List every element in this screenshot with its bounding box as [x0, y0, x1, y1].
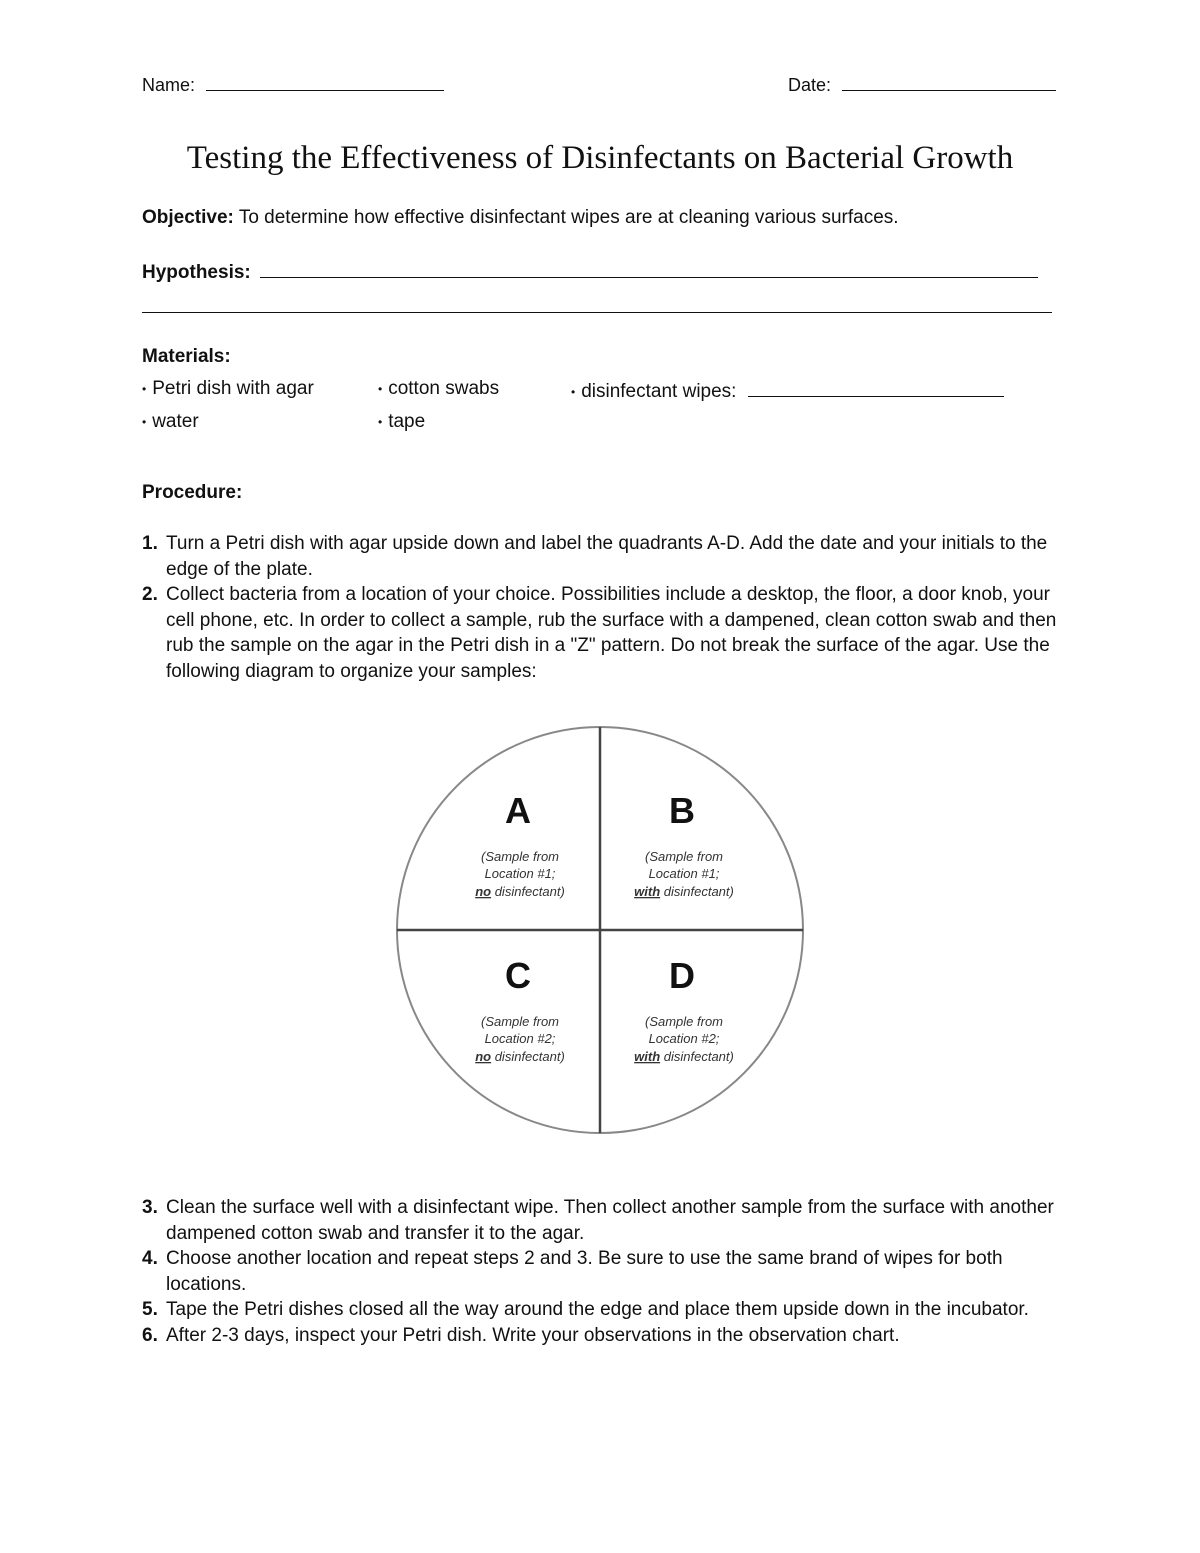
quadrant-note: no disinfectant) — [475, 1049, 565, 1064]
quadrant-note: (Sample from — [480, 849, 560, 864]
procedure-step: 1. Turn a Petri dish with agar upside down and label the quadrants A-D. Add the date and your initials to the edge of the plate. — [142, 533, 1048, 580]
disinfectant-brand-blank[interactable] — [748, 378, 1004, 397]
hypothesis — [142, 259, 1038, 284]
quadrant-note: Location #1; — [484, 866, 556, 881]
procedure-step: 4. Choose another location and repeat steps 2 and 3. Be sure to use the same brand of wipes for both locations. — [142, 1248, 1003, 1295]
quadrant-note: (Sample from — [644, 1014, 724, 1029]
material-item: • disinfectant wipes: — [571, 378, 1004, 403]
materials-label: Materials: — [142, 346, 231, 367]
material-item: • tape — [378, 411, 426, 432]
material-item: • Petri dish with agar — [142, 378, 314, 399]
petri-dish-diagram — [390, 720, 810, 1140]
date-label: Date: — [788, 75, 832, 95]
objective — [142, 207, 899, 229]
name-label: Name: — [142, 75, 196, 95]
date-field[interactable] — [788, 72, 1056, 96]
bullet-icon: • — [142, 381, 147, 396]
procedure-step: 2. Collect bacteria from a location of your choice. Possibilities include a desktop, the floor, a door knob, your cell phone, etc. In order to collect a sample, rub the surface with a dampened, clean cotton swab and then rub the sample on the agar in the Petri dish in a "Z" pattern. Do not break the surface of the agar. Use the following diagram to organize your samples: — [142, 584, 1057, 682]
procedure-steps-top — [142, 531, 1062, 684]
procedure-step: 6. After 2-3 days, inspect your Petri dish. Write your observations in the observation chart. — [142, 1324, 900, 1346]
hypothesis-blank-1[interactable] — [260, 259, 1038, 278]
objective-label: Objective: — [142, 207, 234, 228]
page-title: Testing the Effectiveness of Disinfectants on Bacterial Growth — [186, 140, 1014, 176]
quadrant-note: no disinfectant) — [475, 884, 565, 899]
procedure-step: 3. Clean the surface well with a disinfectant wipe. Then collect another sample from the surface with another dampened cotton swab and transfer it to the agar. — [142, 1197, 1054, 1244]
quadrant-b — [634, 790, 734, 899]
date-blank[interactable] — [842, 72, 1056, 91]
material-item: • cotton swabs — [378, 378, 500, 399]
quadrant-note: Location #1; — [648, 866, 720, 881]
quadrant-d — [634, 955, 734, 1064]
bullet-icon: • — [142, 414, 147, 429]
hypothesis-blank-2[interactable] — [142, 312, 1052, 313]
quadrant-note: with disinfectant) — [634, 884, 734, 899]
name-field[interactable] — [142, 72, 444, 96]
quadrant-letter: A — [505, 790, 531, 831]
quadrant-note: (Sample from — [644, 849, 724, 864]
bullet-icon: • — [378, 381, 383, 396]
procedure-step: 5. Tape the Petri dishes closed all the way around the edge and place them upside down in the incubator. — [142, 1299, 1029, 1320]
quadrant-note: Location #2; — [484, 1031, 556, 1046]
quadrant-a — [475, 790, 565, 899]
material-item: • water — [142, 411, 199, 432]
procedure-label: Procedure: — [142, 482, 243, 503]
quadrant-letter: D — [669, 955, 695, 996]
quadrant-c — [475, 955, 565, 1064]
quadrant-letter: B — [669, 790, 695, 831]
name-blank[interactable] — [206, 72, 444, 91]
quadrant-note: with disinfectant) — [634, 1049, 734, 1064]
bullet-icon: • — [571, 384, 576, 399]
bullet-icon: • — [378, 414, 383, 429]
quadrant-note: Location #2; — [648, 1031, 720, 1046]
objective-text: To determine how effective disinfectant wipes are at cleaning various surfaces. — [238, 207, 899, 228]
hypothesis-label: Hypothesis: — [142, 262, 251, 283]
quadrant-note: (Sample from — [480, 1014, 560, 1029]
quadrant-letter: C — [505, 955, 531, 996]
procedure-steps-bottom — [142, 1195, 1062, 1348]
